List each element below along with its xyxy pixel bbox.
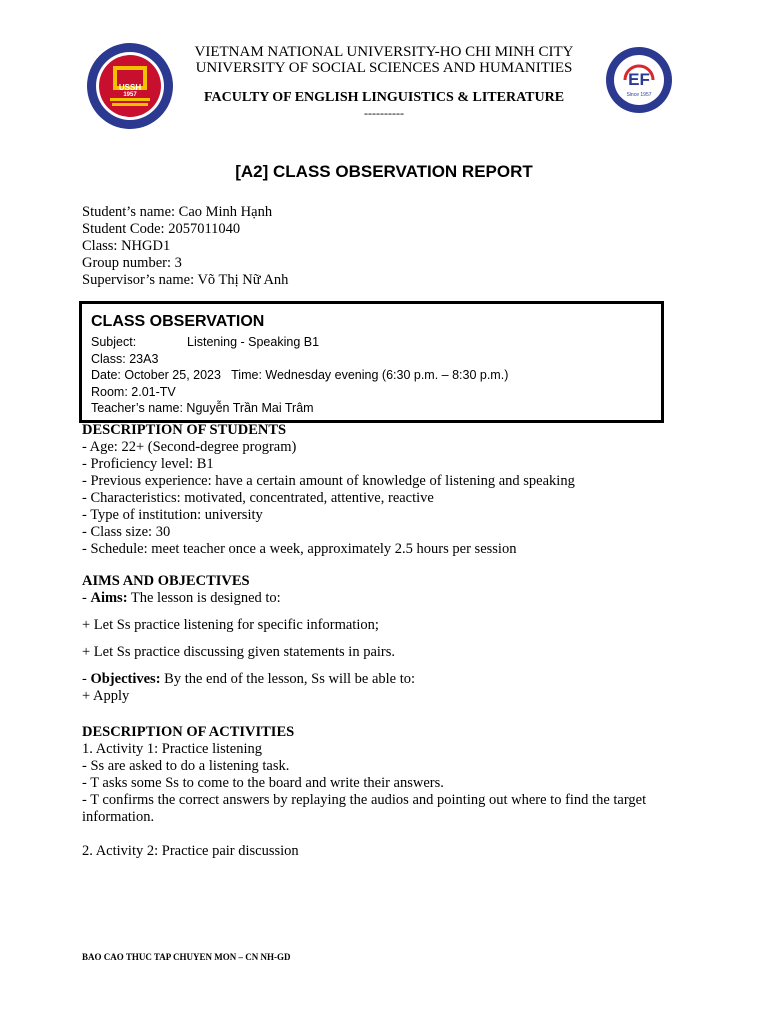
university-name-line2: UNIVERSITY OF SOCIAL SCIENCES AND HUMANITIES <box>195 60 573 76</box>
activity-item: - T confirms the correct answers by replaying the audios and pointing out where to find the target information. <box>82 792 647 825</box>
activity-item: - T asks some Ss to come to the board and write their answers. <box>82 775 444 791</box>
students-heading: DESCRIPTION OF STUDENTS <box>82 422 287 438</box>
aims-line: - Aims: The lesson is designed to: <box>82 590 281 606</box>
ef-logo-text: EF <box>628 70 650 89</box>
observation-date-time: Date: October 25, 2023 Time: Wednesday evening (6:30 p.m. – 8:30 p.m.) <box>91 368 509 383</box>
student-desc-item: - Previous experience: have a certain amount of knowledge of listening and speaking <box>82 473 575 489</box>
observation-class: Class: 23A3 <box>91 351 159 366</box>
aims-label: Aims: <box>90 590 128 606</box>
subject-value: Listening - Speaking B1 <box>187 335 320 349</box>
header-divider: ---------- <box>364 106 404 120</box>
apply-item: + Apply <box>82 688 130 704</box>
page-footer: BAO CAO THUC TAP CHUYEN MON – CN NH-GD <box>82 952 291 962</box>
aims-section <box>82 573 415 705</box>
students-section <box>82 422 575 558</box>
student-desc-item: - Age: 22+ (Second-degree program) <box>82 439 297 455</box>
ussh-logo-year: 1957 <box>123 92 137 98</box>
aim-item: + Let Ss practice discussing given statements in pairs. <box>82 644 396 660</box>
student-desc-item: - Proficiency level: B1 <box>82 456 214 472</box>
ef-logo-year: Since 1957 <box>626 92 652 98</box>
student-class: Class: NHGD1 <box>82 238 171 254</box>
student-desc-item: - Characteristics: motivated, concentrated, attentive, reactive <box>82 490 434 506</box>
activities-section <box>82 724 692 860</box>
supervisor-name: Supervisor’s name: Võ Thị Nữ Anh <box>82 272 289 288</box>
student-desc-item: - Type of institution: university <box>82 507 263 523</box>
aims-heading: AIMS AND OBJECTIVES <box>82 573 250 589</box>
faculty-name: FACULTY OF ENGLISH LINGUISTICS & LITERATURE <box>203 90 565 105</box>
university-name-line1: VIETNAM NATIONAL UNIVERSITY-HO CHI MINH CITY <box>194 44 574 60</box>
aim-item: + Let Ss practice listening for specific information; <box>82 617 379 633</box>
activity-title: 1. Activity 1: Practice listening <box>82 741 263 757</box>
student-info <box>82 204 288 289</box>
report-title: [A2] CLASS OBSERVATION REPORT <box>235 162 533 181</box>
observation-subject <box>91 334 508 351</box>
activity-item: - Ss are asked to do a listening task. <box>82 758 290 774</box>
observation-teacher: Teacher’s name: Nguyễn Trần Mai Trâm <box>91 401 314 416</box>
class-observation-box <box>79 301 664 423</box>
group-number: Group number: 3 <box>82 255 182 271</box>
objectives-line: - Objectives: By the end of the lesson, Ss will be able to: <box>82 671 416 687</box>
observation-room: Room: 2.01-TV <box>91 384 176 399</box>
subject-label: Subject: <box>91 335 137 349</box>
observation-heading: CLASS OBSERVATION <box>91 313 265 330</box>
ussh-logo-text: USSH <box>118 83 142 92</box>
activities-heading: DESCRIPTION OF ACTIVITIES <box>82 724 295 740</box>
student-desc-item: - Class size: 30 <box>82 524 171 540</box>
activity-title: 2. Activity 2: Practice pair discussion <box>82 843 299 859</box>
student-desc-item: - Schedule: meet teacher once a week, approximately 2.5 hours per session <box>82 541 517 557</box>
student-code: Student Code: 2057011040 <box>82 221 241 237</box>
student-name: Student’s name: Cao Minh Hạnh <box>82 204 273 220</box>
objectives-label: Objectives: <box>90 671 161 687</box>
